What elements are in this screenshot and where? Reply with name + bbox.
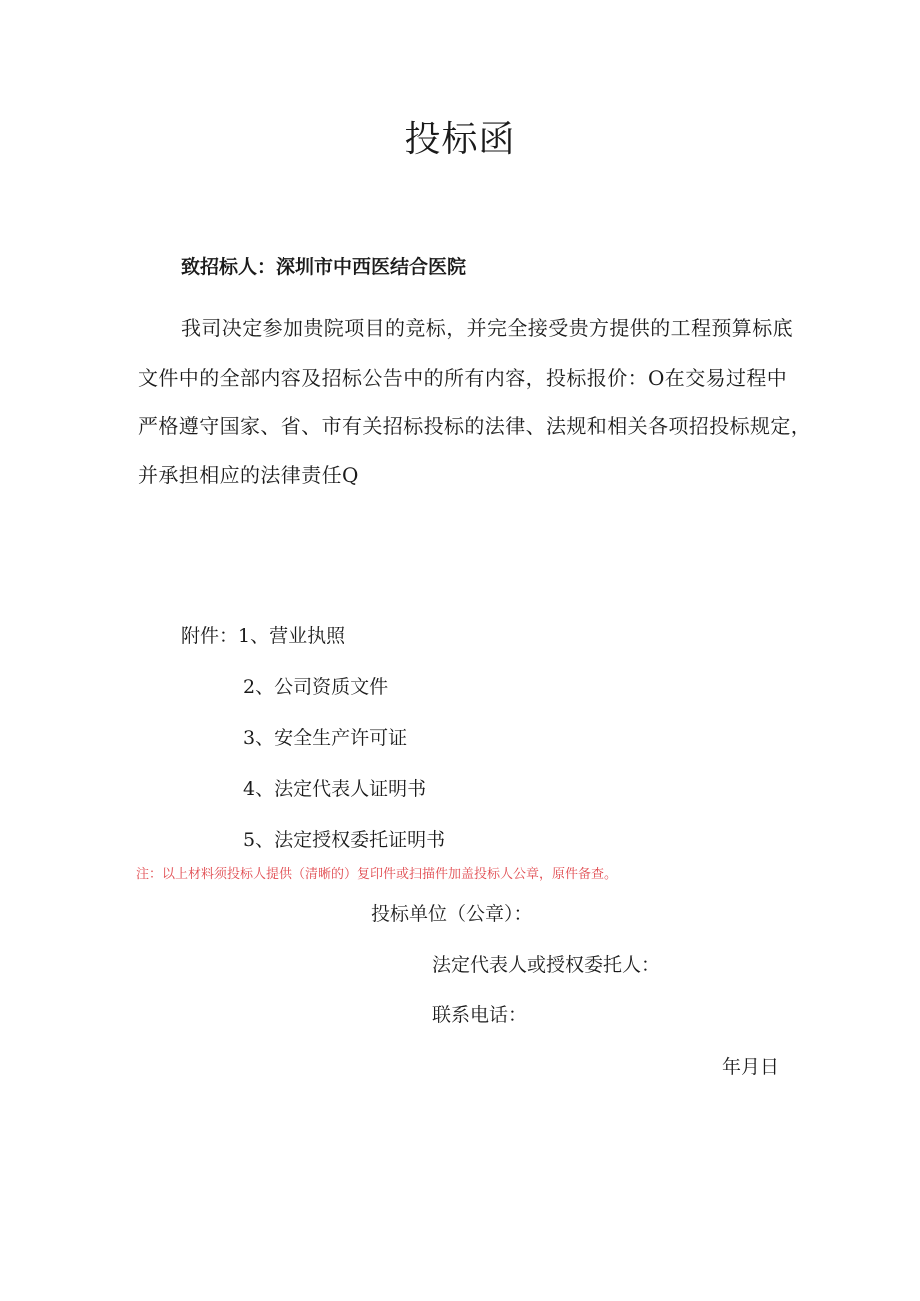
attachment-item-4: 4、法定代表人证明书 <box>243 778 427 800</box>
attachment-label: 1、营业执照 <box>238 625 346 647</box>
body-line-3: 严格遵守国家、省、市有关招标投标的法律、法规和相关各项招投标规定， <box>138 414 812 438</box>
body-line-2: 文件中的全部内容及招标公告中的所有内容，投标报价：O在交易过程中 <box>138 366 788 390</box>
body-line-1: 我司决定参加贵院项目的竞标，并完全接受贵方提供的工程预算标底 <box>181 316 793 340</box>
attachment-item-3: 3、安全生产许可证 <box>243 727 408 749</box>
body-line-4: 并承担相应的法律责任Q <box>138 463 359 487</box>
date-label: 年月日 <box>722 1056 780 1078</box>
attachments-heading: 附件： <box>181 625 239 647</box>
attachment-item-5: 5、法定授权委托证明书 <box>243 829 446 851</box>
materials-note: 注：以上材料须投标人提供（清晰的）复印件或扫描件加盖投标人公章，原件备查。 <box>136 867 618 882</box>
recipient-line: 致招标人：深圳市中西医结合医院 <box>181 256 467 278</box>
attachment-item-1 <box>181 622 345 650</box>
attachment-item-2: 2、公司资质文件 <box>243 676 389 698</box>
representative-label: 法定代表人或授权委托人： <box>432 954 661 976</box>
document-title: 投标函 <box>404 119 516 160</box>
phone-label: 联系电话： <box>432 1004 528 1026</box>
bidder-unit-label: 投标单位（公章）： <box>371 903 533 925</box>
